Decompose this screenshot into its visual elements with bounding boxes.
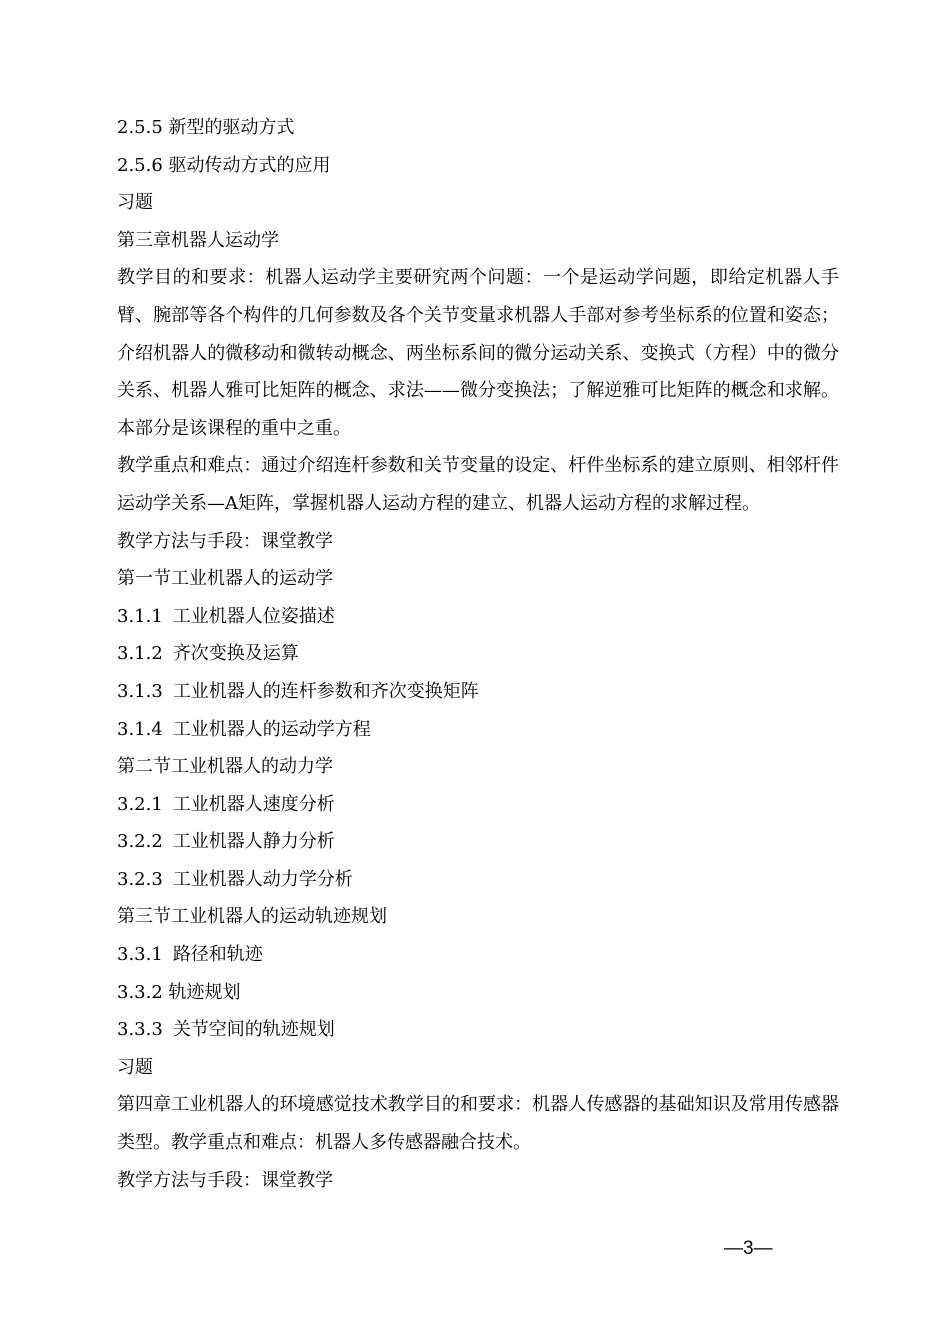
item-number: 3.1.2: [117, 643, 163, 665]
item-text: 关节空间的轨迹规划: [172, 1019, 335, 1041]
section-3-title: 第三节工业机器人的运动轨迹规划: [117, 906, 387, 928]
exercise-label: 习题: [117, 192, 153, 214]
list-item: [117, 861, 839, 899]
item-text: 路径和轨迹: [172, 944, 263, 966]
heading-2-5-6: 2.5.6 驱动传动方式的应用: [117, 154, 331, 176]
section-1-title: 第一节工业机器人的运动学: [117, 568, 333, 590]
item-number: 3.3.3: [117, 1019, 163, 1041]
list-item: [117, 635, 839, 673]
heading-2-5-5: 2.5.5 新型的驱动方式: [117, 117, 295, 138]
item-number: 3.2.2: [117, 831, 163, 853]
list-item: [117, 1011, 839, 1049]
item-text: 工业机器人的连杆参数和齐次变换矩阵: [172, 680, 479, 702]
list-item: [117, 711, 839, 749]
list-item: 3.3.2 轨迹规划: [117, 981, 241, 1003]
item-number: 3.2.1: [117, 793, 163, 815]
item-text: 工业机器人位姿描述: [172, 605, 335, 627]
item-number: 3.1.1: [117, 605, 163, 627]
item-number: 3.1.3: [117, 680, 163, 702]
item-text: 工业机器人动力学分析: [172, 868, 353, 890]
item-text: 工业机器人速度分析: [172, 793, 335, 815]
chapter-3-title: 第三章机器人运动学: [117, 229, 279, 251]
chapter-4-paragraph: 第四章工业机器人的环境感觉技术教学目的和要求：机器人传感器的基础知识及常用传感器类型。教学重点和难点：机器人多传感器融合技术。: [117, 1094, 839, 1154]
item-text: 工业机器人的运动学方程: [172, 718, 371, 740]
list-item: [117, 598, 839, 636]
item-text: 工业机器人静力分析: [172, 831, 335, 853]
teaching-key-paragraph: 教学重点和难点：通过介绍连杆参数和关节变量的设定、杆件坐标系的建立原则、相邻杆件运动学关系—A矩阵，掌握机器人运动方程的建立、机器人运动方程的求解过程。: [117, 455, 839, 514]
item-number: 3.1.4: [117, 718, 163, 740]
item-text: 齐次变换及运算: [172, 643, 299, 665]
teaching-goal-paragraph: 教学目的和要求：机器人运动学主要研究两个问题：一个是运动学问题，即给定机器人手臂、腕部等各个构件的几何参数及各个关节变量求机器人手部对参考坐标系的位置和姿态；介绍机器人的微移动和微转动概念、两坐标系间的微分运动关系、变换式（方程）中的微分关系、机器人雅可比矩阵的概念、求法——微分变换法；了解逆雅可比矩阵的概念和求解。本部分是该课程的重中之重。: [117, 267, 839, 439]
document-body: [117, 109, 839, 1199]
item-number: 3.2.3: [117, 868, 163, 890]
list-item: [117, 936, 839, 974]
teaching-method-line: 教学方法与手段：课堂教学: [117, 530, 333, 552]
exercise-label: 习题: [117, 1056, 153, 1078]
teaching-method-line: 教学方法与手段：课堂教学: [117, 1169, 333, 1191]
list-item: [117, 673, 839, 711]
section-2-title: 第二节工业机器人的动力学: [117, 756, 333, 778]
page-number: —3—: [724, 1238, 773, 1259]
item-number: 3.3.1: [117, 944, 163, 966]
list-item: [117, 786, 839, 824]
list-item: [117, 823, 839, 861]
